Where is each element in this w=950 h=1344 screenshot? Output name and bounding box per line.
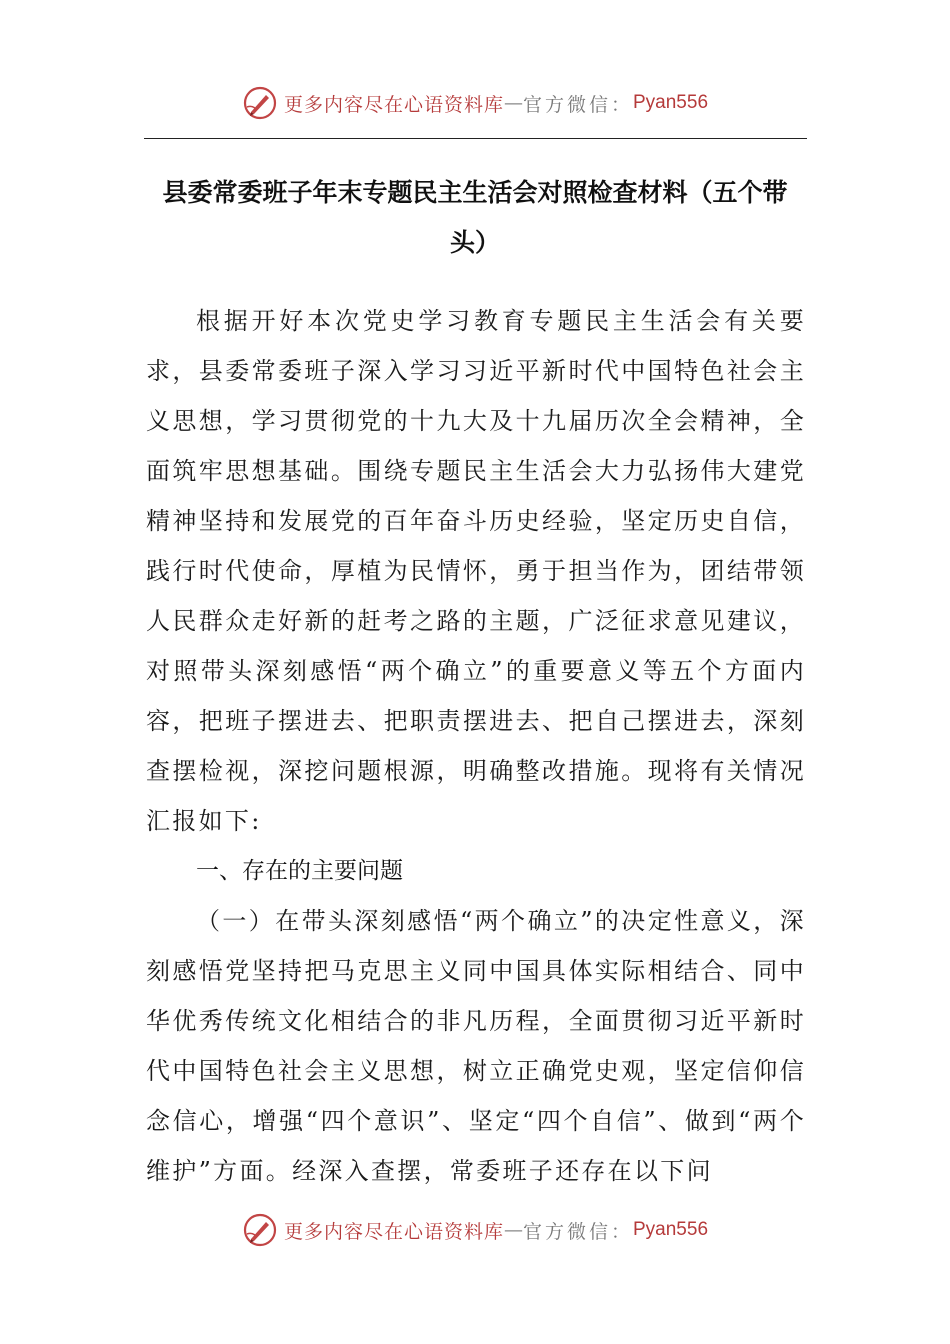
document-body <box>146 296 806 1196</box>
section-heading: 一、存在的主要问题 <box>196 858 403 884</box>
header-banner-content <box>242 85 708 121</box>
footer-banner <box>0 1210 950 1250</box>
banner-wechat-id: Pyan556 <box>633 92 709 113</box>
document-title: 县委常委班子年末专题民主生活会对照检查材料（五个带头） <box>162 178 788 257</box>
banner-wechat-id: Pyan556 <box>633 1219 709 1240</box>
section-paragraph: （一）在带头深刻感悟“两个确立”的决定性意义，深刻感悟党坚持把马克思主义同中国具体实际相结合、同中华优秀传统文化相结合的非凡历程，全面贯彻习近平新时代中国特色社会主义思想，树立正确党史观，坚定信仰信念信心，增强“四个意识”、坚定“四个自信”、做到“两个维护”方面。经深入查摆，常委班子还存在以下问 <box>146 907 806 1185</box>
banner-wechat-label: 官方微信： <box>522 93 633 116</box>
banner-wechat-label: 官方微信： <box>522 1220 633 1243</box>
pen-circle-logo-icon <box>242 1212 278 1248</box>
pen-circle-logo-icon <box>242 85 278 121</box>
header-divider <box>144 138 807 139</box>
banner-dash: — <box>503 1219 523 1241</box>
footer-banner-content <box>242 1212 708 1248</box>
header-banner <box>0 83 950 123</box>
banner-dash: — <box>503 92 523 114</box>
banner-slogan: 更多内容尽在心语资料库 <box>283 1220 504 1243</box>
intro-paragraph: 根据开好本次党史学习教育专题民主生活会有关要求，县委常委班子深入学习习近平新时代中国特色社会主义思想，学习贯彻党的十九大及十九届历次全会精神，全面筑牢思想基础。围绕专题民主生活会大力弘扬伟大建党精神坚持和发展党的百年奋斗历史经验，坚定历史自信，践行时代使命，厚植为民情怀，勇于担当作为，团结带领人民群众走好新的赶考之路的主题，广泛征求意见建议，对照带头深刻感悟“两个确立”的重要意义等五个方面内容，把班子摆进去、把职责摆进去、把自己摆进去，深刻查摆检视，深挖问题根源，明确整改措施。现将有关情况汇报如下: <box>146 307 806 835</box>
banner-slogan: 更多内容尽在心语资料库 <box>283 93 504 116</box>
